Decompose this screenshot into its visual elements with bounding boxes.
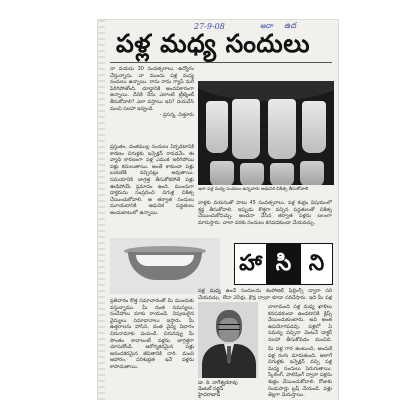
teeth-photo: [198, 81, 334, 185]
tooth: [210, 161, 234, 185]
photo-caption: ఇలా పళ్ల మధ్య సందులు ఉన్నవారు ఆధునిక చికిత్స తీసుకోవాలి: [198, 187, 309, 192]
headline-rule: [110, 62, 332, 63]
page-gutter: [98, 20, 105, 400]
doctor-byline: [198, 380, 268, 399]
doctor-photo: [198, 302, 258, 378]
answer-paragraph-3: పళ్ల మధ్య ఉండే సందులను కంపోజిట్ ఫిల్లింగ్స్ ద్వారా సరి చేయవచ్చు. లేదా వెనీర్లు, క్రౌన్ల ద్వారా కూడా సరిచేస్తారు. ఇది మీ పళ్ల: [198, 288, 332, 300]
title-letter-box: సి: [267, 243, 300, 285]
smile-teeth: [136, 255, 194, 266]
tooth: [240, 163, 264, 185]
tooth: [268, 99, 296, 159]
answer-paragraph-4: మీ పళ్ల గార ఉంటుంది, అందుకే పళ్ల రంగు మారుతుంది. అలాగే చిగుళ్లకు ఇన్ఫెక్షన్ వచ్చి పళ్ల మధ్య సందులు పెరుగుతాయి. స్కేలింగ్, పాలిషింగ్ ద్వారా పళ్లను శుభ్రం చేయించుకోవాలి. రోజుకు రెండుసార్లు బ్రష్ చేయండి. పళ్లు తెల్లగా మెరుస్తాయి.: [268, 346, 332, 398]
doctor-title: డెంటల్ సర్జన్: [198, 386, 224, 393]
reader-question: [110, 66, 194, 142]
answer-paragraph-1: ప్రస్తుతం, దంతముల్ల సందులు ఏర్పడటానికి కారణం చిగుళ్లకు ఇన్ఫెక్షన్ రావడమే. ఈ వ్యాధి కారణంగా పళ్ల ఎముక అరిగిపోయి పళ్లు కదులుతాయి. అంతే కాకుండా పళ్లు బయటికి వచ్చినట్లు అవుతాయి. సమయానికి జాగ్రత్త తీసుకోకపోతే పళ్లు ఊడిపోయే ప్రమాదం ఉంది. ముందుగా డాక్టరును సంప్రదించి చిగుళ్ల చికిత్స చేయించుకోవాలి. ఆ తర్వాత సందులు మూయటానికి ఆధునిక పద్ధతులు అందుబాటులో ఉన్నాయి.: [110, 144, 194, 216]
column-intro-text: ప్రతివారం కొత్త సమాచారంతో మీ ముందుకు వస్తున్నాము. మీ దంత సమస్యలు, సందేహాలు మాకు రాయండి. నిపుణులైన వైద్యులు సమాధానాలు ఇస్తారు. మీ ఉత్తరాలను హాసిని, దంత వైద్య విభాగం చిరునామాకు పంపండి. చిరునవ్వు మీ సొంతం కావాలంటే పళ్లను జాగ్రత్తగా చూసుకోండి. ఆరోగ్యకరమైన పళ్లు ఆనందకరమైన జీవితానికి దారి. మంచి ఆహారం, పరిశుభ్రత ఇవే పళ్లను కాపాడుతాయి.: [110, 298, 194, 370]
handwritten-mark-2: ఉద: [284, 21, 297, 30]
doctor-city: హైదరాబాద్: [198, 392, 221, 399]
headline: పళ్ల మధ్య సందులు: [116, 29, 311, 58]
doctor-name: డా. కె. నాగేశ్వరరావు: [198, 380, 238, 386]
handwritten-mark-1: అదా: [260, 22, 273, 30]
answer-paragraph-2: వాళ్లకు వయసుతో పాటు 45 సంవత్సరాలు. పళ్ల శుభ్రం విషయంలో శ్రద్ధ తీసుకోవాలి. ఇప్పుడు కొత్తగా వచ్చిన పద్ధతులతో చికిత్స చేయించుకోవచ్చు. అంచనా వేసిన తర్వాత పళ్లను బలంగా మారుస్తారు. చాలా వరకు సందులు కనపడకుండా చేయవచ్చు.: [198, 200, 332, 226]
tooth: [302, 101, 326, 153]
newspaper-clipping: [98, 20, 338, 400]
title-letter-box: ని: [300, 243, 333, 285]
handwritten-date: 27-9-08: [194, 22, 225, 31]
right-column-text: [268, 304, 332, 344]
title-letter-box: హా: [234, 243, 267, 285]
tooth: [270, 163, 294, 185]
smile-photo: [110, 238, 220, 294]
question-signoff: - ప్రసన్న, చిత్తూరు: [159, 112, 194, 119]
right-column-paragraph: చాలామంది పళ్ల మధ్య ఖాళీలు కనపడకుండా ఉండటానికి క్లిప్స్ వేయించుకుంటారు. అవి అంత ఉపయోగపడవు. పళ్లలో ఏ సమస్య వచ్చినా వెంటనే డాక్టర్ సలహా తీసుకోవడం మంచిది.: [268, 304, 332, 343]
question-text: నా వయసు 30 సంవత్సరాలు. ఉద్యోగం చేస్తున్నాను. నా ముందు పళ్ల మధ్య సందులు ఉన్నాయి. రాను రాను గ్యాప్ మరీ పెరిగిపోతోంది. చూడ్డానికి అందవికారంగా ఉన్నాయి. దీనికి నేను ఎలాంటి ట్రీట్మెంట్ తీసుకోవాలి? ఎలా వస్తాయి ఇవి? దయచేసి మంచి సలహా ఇవ్వండి.: [110, 66, 194, 112]
tooth: [206, 101, 228, 153]
tooth: [300, 161, 324, 185]
tooth: [232, 99, 260, 159]
column-title-hasini: [234, 243, 332, 285]
glasses: [218, 324, 240, 330]
